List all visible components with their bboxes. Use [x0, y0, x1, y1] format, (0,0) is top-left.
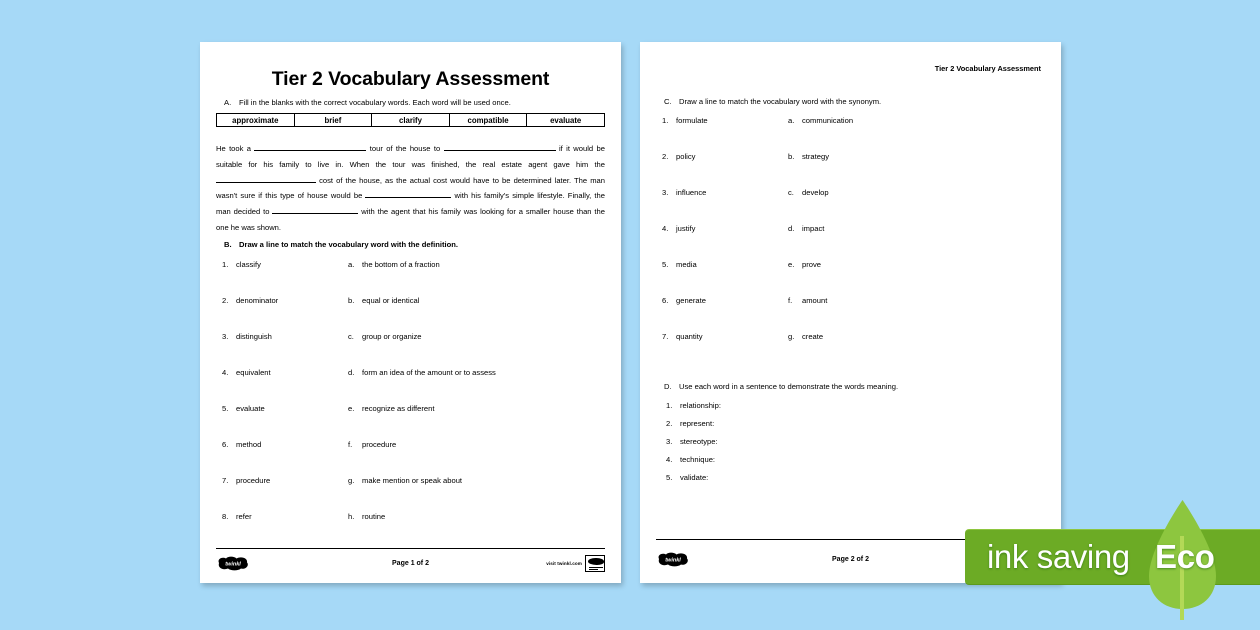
match-synonym[interactable]	[788, 116, 1045, 152]
section-b-instruction-text: Draw a line to match the vocabulary word with the definition.	[239, 240, 458, 250]
match-word[interactable]	[656, 152, 788, 188]
match-synonym-text: prove	[802, 260, 821, 270]
svg-text:twinkl: twinkl	[225, 561, 241, 568]
page-2-header-title: Tier 2 Vocabulary Assessment	[934, 64, 1041, 73]
sentence-word: technique:	[680, 454, 716, 464]
word-bank-cell: compatible	[450, 114, 528, 126]
paragraph-segment: cost of the house, as the actual cost would have to be determined later. The man wasn't sure if this type of house would be	[216, 175, 605, 201]
match-definition-marker: a.	[348, 259, 355, 269]
blank-line-3[interactable]	[216, 182, 316, 183]
match-word-text: justify	[676, 224, 696, 234]
match-definition-marker: g.	[348, 475, 355, 485]
match-word[interactable]	[216, 404, 348, 440]
word-bank-cell: evaluate	[550, 115, 582, 125]
worksheet-page-1	[200, 42, 621, 583]
match-definition[interactable]	[348, 332, 605, 368]
match-word[interactable]	[216, 512, 348, 548]
match-synonym-text: develop	[802, 188, 829, 198]
page-title: Tier 2 Vocabulary Assessment	[271, 68, 550, 90]
match-row[interactable]	[656, 224, 1045, 260]
match-word-marker: 1.	[662, 116, 669, 126]
match-word-text: procedure	[236, 475, 271, 485]
visit-twinkl-text: visit twinkl.com	[546, 560, 582, 566]
eco-badge-word: Eco	[1155, 538, 1215, 575]
match-definition-marker: b.	[348, 295, 355, 305]
section-a-instruction-text: Fill in the blanks with the correct vocabulary words. Each word will be used once.	[239, 98, 511, 107]
word-bank-cell: brief	[295, 114, 373, 126]
section-c-instruction-text: Draw a line to match the vocabulary word with the synonym.	[679, 97, 882, 106]
sentence-marker: 3.	[666, 436, 673, 446]
match-definition-marker: f.	[348, 439, 353, 449]
match-synonym-marker: b.	[788, 152, 795, 162]
match-word-marker: 5.	[222, 403, 229, 413]
blank-line-5[interactable]	[272, 213, 358, 214]
page-number: Page 2 of 2	[832, 555, 869, 563]
match-definition-text: make mention or speak about	[362, 475, 463, 485]
fill-in-the-blank-paragraph	[216, 141, 605, 235]
match-word-text: policy	[676, 152, 696, 162]
match-word-marker: 8.	[222, 511, 229, 521]
blank-line-1[interactable]	[254, 150, 366, 151]
sentence-row[interactable]	[656, 455, 1045, 473]
match-word-marker: 6.	[662, 296, 669, 306]
match-row[interactable]	[656, 332, 1045, 368]
match-word[interactable]	[656, 224, 788, 260]
match-word-text: formulate	[676, 116, 708, 126]
match-synonym-marker: g.	[788, 332, 795, 342]
paragraph-segment: tour of the house to	[369, 144, 441, 154]
match-definition-text: the bottom of a fraction	[362, 259, 440, 269]
match-synonym[interactable]	[788, 188, 1045, 224]
match-word-text: evaluate	[236, 403, 265, 413]
match-synonym-marker: c.	[788, 188, 794, 198]
match-word[interactable]	[216, 260, 348, 296]
sentence-row[interactable]	[656, 401, 1045, 419]
sentence-word: represent:	[680, 418, 715, 428]
match-word-marker: 7.	[662, 332, 669, 342]
section-a-letter: A.	[224, 98, 232, 107]
section-d-instruction	[656, 382, 1045, 391]
section-c-matching-list	[656, 116, 1045, 368]
match-row[interactable]	[216, 332, 605, 368]
match-word-marker: 6.	[222, 439, 229, 449]
match-word-text: media	[676, 260, 697, 270]
match-word-marker: 2.	[662, 152, 669, 162]
worksheet-page-2	[640, 42, 1061, 583]
match-definition-text: procedure	[362, 439, 397, 449]
match-row[interactable]	[656, 152, 1045, 188]
blank-line-2[interactable]	[444, 150, 556, 151]
match-word-marker: 5.	[662, 260, 669, 270]
match-word[interactable]	[216, 476, 348, 512]
section-d-instruction-text: Use each word in a sentence to demonstrate the words meaning.	[679, 382, 899, 392]
match-definition-text: form an idea of the amount or to assess	[362, 367, 496, 377]
sentence-row[interactable]	[656, 437, 1045, 455]
match-word[interactable]	[656, 296, 788, 332]
match-definition[interactable]	[348, 260, 605, 296]
match-row[interactable]	[216, 296, 605, 332]
match-synonym-text: impact	[802, 224, 825, 234]
match-row[interactable]	[216, 368, 605, 404]
match-synonym-text: amount	[802, 296, 828, 306]
eco-badge-label: ink saving	[987, 538, 1130, 575]
svg-text:twinkl: twinkl	[665, 557, 681, 563]
sentence-marker: 1.	[666, 400, 673, 410]
match-word[interactable]	[656, 260, 788, 296]
match-row[interactable]	[656, 296, 1045, 332]
match-word-text: refer	[236, 511, 252, 521]
match-synonym[interactable]	[788, 296, 1045, 332]
sentence-marker: 5.	[666, 472, 673, 482]
match-definition-text: routine	[362, 511, 386, 521]
match-definition[interactable]	[348, 368, 605, 404]
match-definition-text: group or organize	[362, 331, 422, 341]
sentence-marker: 4.	[666, 454, 673, 464]
page-number: Page 1 of 2	[392, 559, 429, 567]
match-row[interactable]	[216, 404, 605, 440]
match-definition[interactable]	[348, 296, 605, 332]
match-row[interactable]	[216, 260, 605, 296]
match-row[interactable]	[216, 440, 605, 476]
match-word-text: denominator	[236, 295, 279, 305]
match-word-text: generate	[676, 296, 706, 306]
match-word[interactable]	[656, 332, 788, 368]
word-bank-cell: clarify	[372, 114, 450, 126]
twinkl-badge-icon	[585, 555, 605, 572]
match-row[interactable]	[656, 116, 1045, 152]
match-word-text: quantity	[676, 332, 703, 342]
match-definition[interactable]	[348, 512, 605, 548]
match-word[interactable]	[656, 188, 788, 224]
match-word-text: distinguish	[236, 331, 272, 341]
match-word-marker: 4.	[222, 367, 229, 377]
match-synonym-marker: a.	[788, 116, 795, 126]
match-word-marker: 1.	[222, 259, 229, 269]
match-synonym-text: strategy	[802, 152, 830, 162]
sentence-word: relationship:	[680, 400, 721, 410]
match-definition-marker: d.	[348, 367, 355, 377]
section-d-letter: D.	[664, 382, 672, 392]
match-word-text: equivalent	[236, 367, 271, 377]
match-definition[interactable]	[348, 404, 605, 440]
match-word[interactable]	[216, 368, 348, 404]
match-definition-marker: h.	[348, 511, 355, 521]
match-word[interactable]	[216, 440, 348, 476]
match-synonym-text: communication	[802, 116, 854, 126]
section-c-letter: C.	[664, 97, 672, 106]
match-word-marker: 2.	[222, 295, 229, 305]
paragraph-segment: with his family's simple lifestyle. Finally, the man decided to	[216, 191, 605, 216]
match-synonym[interactable]	[788, 152, 1045, 188]
section-d-sentence-list	[656, 401, 1045, 491]
match-row[interactable]	[656, 188, 1045, 224]
match-synonym[interactable]	[788, 332, 1045, 368]
sentence-marker: 2.	[666, 418, 673, 428]
match-row[interactable]	[216, 512, 605, 548]
match-row[interactable]	[656, 260, 1045, 296]
match-word[interactable]	[656, 116, 788, 152]
match-word-marker: 4.	[662, 224, 669, 234]
word-bank	[216, 113, 605, 127]
paragraph-segment: He took a	[216, 144, 252, 154]
match-definition-text: equal or identical	[362, 295, 420, 305]
page-1-footer	[216, 548, 605, 573]
sentence-row[interactable]	[656, 473, 1045, 491]
match-synonym[interactable]	[788, 224, 1045, 260]
match-word-marker: 7.	[222, 475, 229, 485]
paragraph-segment: if it would be suitable for his family to live in. When the tour was finished, the real estate agent gave him the	[216, 144, 605, 169]
match-definition[interactable]	[348, 440, 605, 476]
match-row[interactable]	[216, 476, 605, 512]
match-word-text: method	[236, 439, 262, 449]
match-definition-marker: e.	[348, 403, 355, 413]
paragraph-segment: with the agent that his family was looking for a smaller house than the one he was shown.	[216, 206, 605, 232]
ink-saving-eco-badge	[965, 529, 1260, 585]
section-c-instruction	[656, 97, 1045, 106]
section-a-instruction	[216, 98, 605, 107]
section-b-letter: B.	[224, 240, 232, 250]
blank-line-4[interactable]	[365, 197, 451, 198]
section-b-instruction	[216, 240, 605, 249]
match-definition[interactable]	[348, 476, 605, 512]
match-definition-marker: c.	[348, 331, 354, 341]
match-word-marker: 3.	[222, 331, 229, 341]
match-word-marker: 3.	[662, 188, 669, 198]
match-word-text: classify	[236, 259, 261, 269]
match-word-text: influence	[676, 188, 707, 198]
match-synonym-marker: e.	[788, 260, 795, 270]
word-bank-cell: approximate	[217, 114, 295, 126]
match-synonym-marker: d.	[788, 224, 795, 234]
match-synonym-text: create	[802, 332, 824, 342]
match-synonym[interactable]	[788, 260, 1045, 296]
section-b-matching-list	[216, 260, 605, 548]
match-definition-text: recognize as different	[362, 403, 435, 413]
sentence-word: validate:	[680, 472, 709, 482]
sentence-word: stereotype:	[680, 436, 718, 446]
match-word[interactable]	[216, 332, 348, 368]
sentence-row[interactable]	[656, 419, 1045, 437]
match-word[interactable]	[216, 296, 348, 332]
match-synonym-marker: f.	[788, 296, 793, 306]
